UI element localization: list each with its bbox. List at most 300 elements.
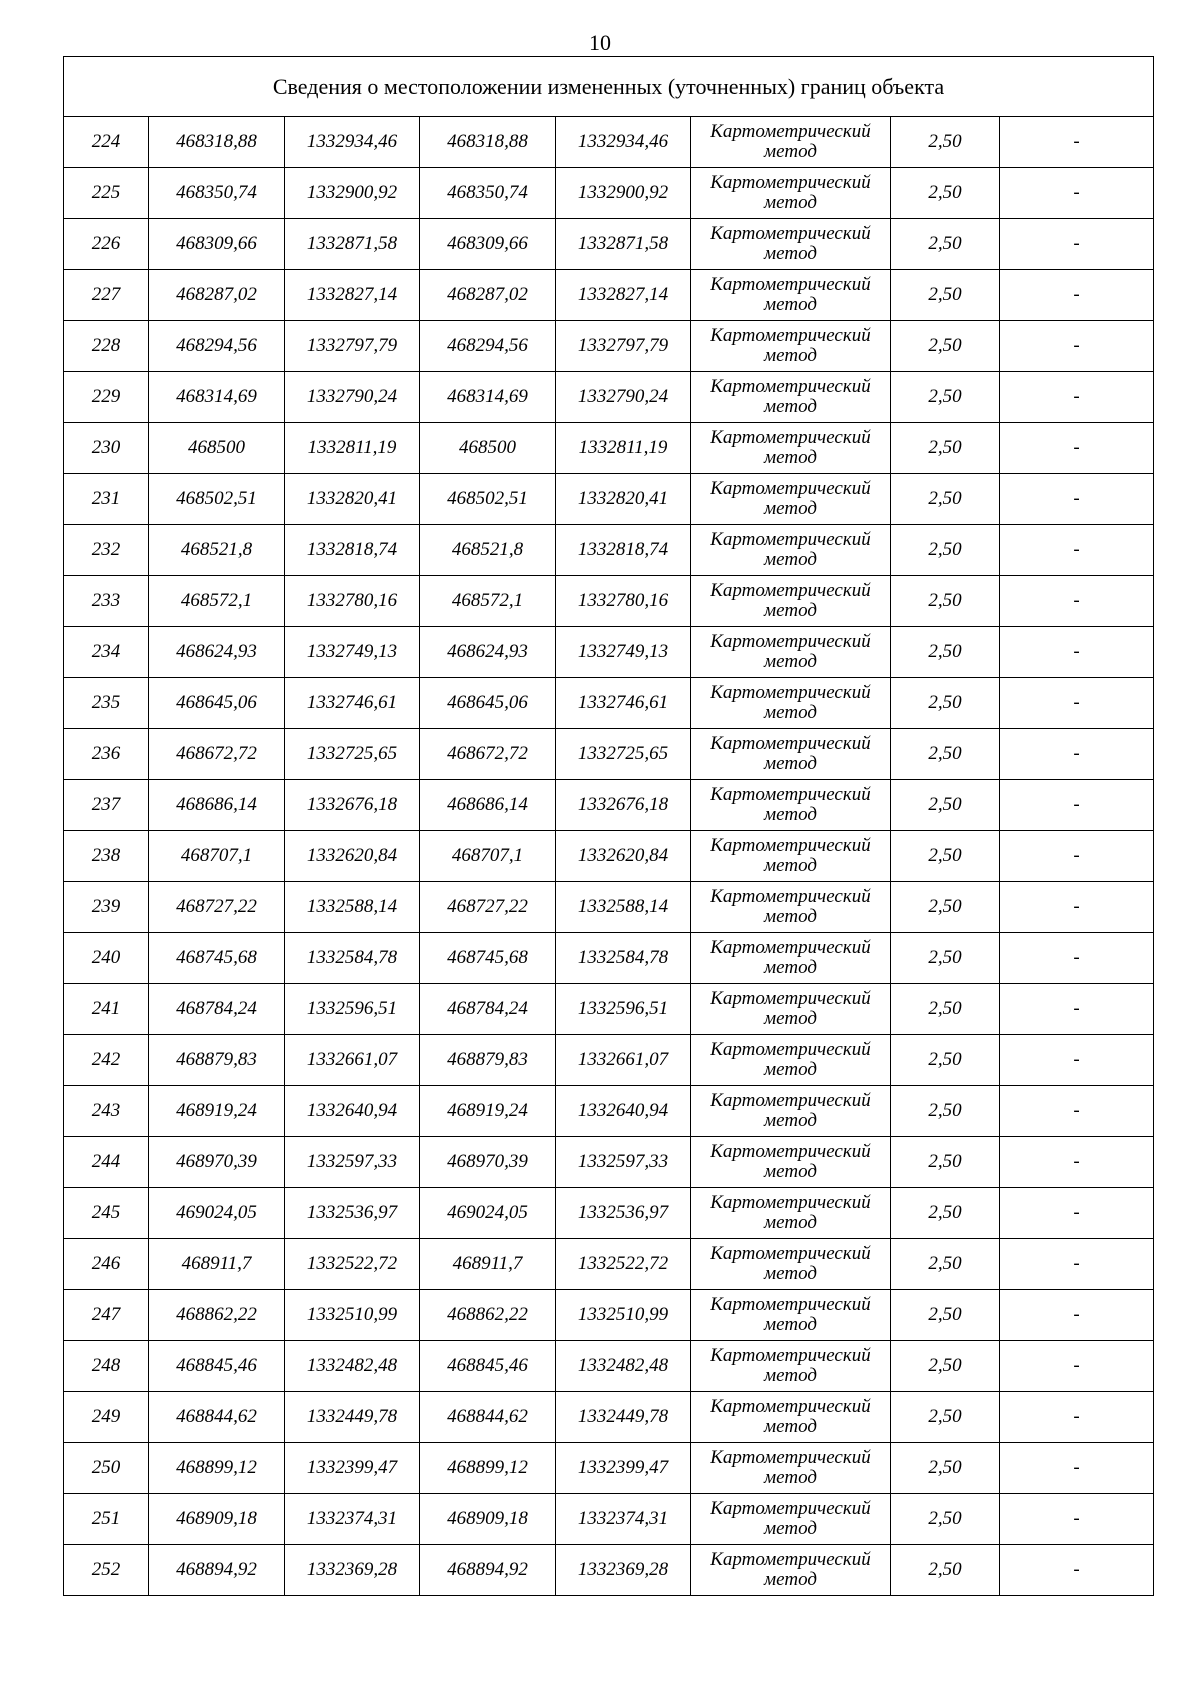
method-line-1: Картометрический: [710, 1039, 871, 1060]
description-cell: -: [1000, 1545, 1154, 1596]
table-row: [64, 1392, 1154, 1443]
description-cell: -: [1000, 1290, 1154, 1341]
x-existing-cell: 468500: [149, 423, 285, 474]
point-number-cell: 227: [64, 270, 149, 321]
description-cell: -: [1000, 1341, 1154, 1392]
method-line-2: метод: [764, 1008, 817, 1029]
accuracy-cell: 2,50: [891, 270, 1000, 321]
accuracy-cell: 2,50: [891, 423, 1000, 474]
accuracy-cell: 2,50: [891, 1188, 1000, 1239]
method-line-2: метод: [764, 1161, 817, 1182]
accuracy-cell: 2,50: [891, 474, 1000, 525]
method-cell: [691, 270, 891, 321]
y-refined-cell: 1332522,72: [556, 1239, 691, 1290]
point-number-cell: 228: [64, 321, 149, 372]
x-existing-cell: 468727,22: [149, 882, 285, 933]
x-refined-cell: 468314,69: [420, 372, 556, 423]
method-line-2: метод: [764, 1416, 817, 1437]
description-cell: -: [1000, 372, 1154, 423]
accuracy-cell: 2,50: [891, 219, 1000, 270]
x-refined-cell: 468879,83: [420, 1035, 556, 1086]
y-refined-cell: 1332620,84: [556, 831, 691, 882]
x-existing-cell: 468521,8: [149, 525, 285, 576]
description-cell: -: [1000, 321, 1154, 372]
method-cell: [691, 984, 891, 1035]
method-line-2: метод: [764, 804, 817, 825]
table-row: [64, 321, 1154, 372]
y-existing-cell: 1332871,58: [285, 219, 420, 270]
x-existing-cell: 468862,22: [149, 1290, 285, 1341]
method-line-1: Картометрический: [710, 580, 871, 601]
x-existing-cell: 468645,06: [149, 678, 285, 729]
y-existing-cell: 1332596,51: [285, 984, 420, 1035]
y-existing-cell: 1332374,31: [285, 1494, 420, 1545]
y-existing-cell: 1332818,74: [285, 525, 420, 576]
page-number: 10: [589, 30, 611, 55]
y-refined-cell: 1332811,19: [556, 423, 691, 474]
method-cell: [691, 372, 891, 423]
y-existing-cell: 1332820,41: [285, 474, 420, 525]
y-existing-cell: 1332827,14: [285, 270, 420, 321]
accuracy-cell: 2,50: [891, 933, 1000, 984]
method-line-1: Картометрический: [710, 376, 871, 397]
method-cell: [691, 168, 891, 219]
x-existing-cell: 468318,88: [149, 117, 285, 168]
point-number-cell: 225: [64, 168, 149, 219]
method-line-1: Картометрический: [710, 1090, 871, 1111]
accuracy-cell: 2,50: [891, 1545, 1000, 1596]
table-row: [64, 1494, 1154, 1545]
accuracy-cell: 2,50: [891, 1035, 1000, 1086]
description-cell: -: [1000, 627, 1154, 678]
x-existing-cell: 468909,18: [149, 1494, 285, 1545]
x-refined-cell: 468727,22: [420, 882, 556, 933]
accuracy-cell: 2,50: [891, 1086, 1000, 1137]
y-refined-cell: 1332661,07: [556, 1035, 691, 1086]
y-refined-cell: 1332482,48: [556, 1341, 691, 1392]
point-number-cell: 242: [64, 1035, 149, 1086]
point-number-cell: 249: [64, 1392, 149, 1443]
y-existing-cell: 1332399,47: [285, 1443, 420, 1494]
description-cell: -: [1000, 780, 1154, 831]
method-line-1: Картометрический: [710, 1141, 871, 1162]
method-line-1: Картометрический: [710, 121, 871, 142]
x-refined-cell: 468686,14: [420, 780, 556, 831]
table-row: [64, 1035, 1154, 1086]
table-row: [64, 627, 1154, 678]
method-line-1: Картометрический: [710, 223, 871, 244]
accuracy-cell: 2,50: [891, 984, 1000, 1035]
y-refined-cell: 1332597,33: [556, 1137, 691, 1188]
method-cell: [691, 1341, 891, 1392]
table-row: [64, 780, 1154, 831]
method-line-1: Картометрический: [710, 1447, 871, 1468]
table-row: [64, 678, 1154, 729]
table-row: [64, 1290, 1154, 1341]
y-refined-cell: 1332780,16: [556, 576, 691, 627]
x-existing-cell: 468672,72: [149, 729, 285, 780]
point-number-cell: 239: [64, 882, 149, 933]
point-number-cell: 231: [64, 474, 149, 525]
accuracy-cell: 2,50: [891, 729, 1000, 780]
accuracy-cell: 2,50: [891, 678, 1000, 729]
x-refined-cell: 468707,1: [420, 831, 556, 882]
point-number-cell: 234: [64, 627, 149, 678]
x-refined-cell: 468894,92: [420, 1545, 556, 1596]
x-refined-cell: 468294,56: [420, 321, 556, 372]
x-refined-cell: 468350,74: [420, 168, 556, 219]
point-number-cell: 246: [64, 1239, 149, 1290]
description-cell: -: [1000, 1392, 1154, 1443]
y-refined-cell: 1332725,65: [556, 729, 691, 780]
description-cell: -: [1000, 1035, 1154, 1086]
method-line-2: метод: [764, 1365, 817, 1386]
table-row: [64, 525, 1154, 576]
method-line-2: метод: [764, 498, 817, 519]
y-existing-cell: 1332510,99: [285, 1290, 420, 1341]
description-cell: -: [1000, 576, 1154, 627]
method-line-2: метод: [764, 753, 817, 774]
y-refined-cell: 1332369,28: [556, 1545, 691, 1596]
table-row: [64, 270, 1154, 321]
accuracy-cell: 2,50: [891, 576, 1000, 627]
description-cell: -: [1000, 678, 1154, 729]
y-existing-cell: 1332597,33: [285, 1137, 420, 1188]
y-refined-cell: 1332510,99: [556, 1290, 691, 1341]
x-refined-cell: 468844,62: [420, 1392, 556, 1443]
method-cell: [691, 729, 891, 780]
method-line-2: метод: [764, 396, 817, 417]
method-line-2: метод: [764, 855, 817, 876]
x-existing-cell: 468314,69: [149, 372, 285, 423]
point-number-cell: 252: [64, 1545, 149, 1596]
x-refined-cell: 469024,05: [420, 1188, 556, 1239]
accuracy-cell: 2,50: [891, 1443, 1000, 1494]
method-line-1: Картометрический: [710, 1549, 871, 1570]
description-cell: -: [1000, 831, 1154, 882]
point-number-cell: 236: [64, 729, 149, 780]
x-existing-cell: 469024,05: [149, 1188, 285, 1239]
method-line-2: метод: [764, 1314, 817, 1335]
method-line-1: Картометрический: [710, 631, 871, 652]
description-cell: -: [1000, 933, 1154, 984]
y-existing-cell: 1332790,24: [285, 372, 420, 423]
method-line-2: метод: [764, 549, 817, 570]
y-refined-cell: 1332399,47: [556, 1443, 691, 1494]
accuracy-cell: 2,50: [891, 1392, 1000, 1443]
table-body: [64, 117, 1154, 1596]
y-refined-cell: 1332374,31: [556, 1494, 691, 1545]
method-line-1: Картометрический: [710, 784, 871, 805]
y-existing-cell: 1332369,28: [285, 1545, 420, 1596]
point-number-cell: 251: [64, 1494, 149, 1545]
y-refined-cell: 1332449,78: [556, 1392, 691, 1443]
y-refined-cell: 1332676,18: [556, 780, 691, 831]
point-number-cell: 226: [64, 219, 149, 270]
method-cell: [691, 423, 891, 474]
method-line-1: Картометрический: [710, 1243, 871, 1264]
table-header-row: [64, 57, 1154, 117]
point-number-cell: 248: [64, 1341, 149, 1392]
method-cell: [691, 933, 891, 984]
point-number-cell: 241: [64, 984, 149, 1035]
y-refined-cell: 1332596,51: [556, 984, 691, 1035]
method-line-2: метод: [764, 600, 817, 621]
point-number-cell: 244: [64, 1137, 149, 1188]
point-number-cell: 243: [64, 1086, 149, 1137]
x-refined-cell: 468309,66: [420, 219, 556, 270]
y-existing-cell: 1332797,79: [285, 321, 420, 372]
description-cell: -: [1000, 729, 1154, 780]
y-refined-cell: 1332790,24: [556, 372, 691, 423]
method-cell: [691, 1494, 891, 1545]
table-title: Сведения о местоположении измененных (уточненных) границ объекта: [64, 57, 1154, 117]
method-line-2: метод: [764, 447, 817, 468]
y-existing-cell: 1332746,61: [285, 678, 420, 729]
accuracy-cell: 2,50: [891, 882, 1000, 933]
method-line-1: Картометрический: [710, 1192, 871, 1213]
x-refined-cell: 468502,51: [420, 474, 556, 525]
method-line-1: Картометрический: [710, 1396, 871, 1417]
method-line-1: Картометрический: [710, 682, 871, 703]
y-refined-cell: 1332900,92: [556, 168, 691, 219]
x-refined-cell: 468911,7: [420, 1239, 556, 1290]
description-cell: -: [1000, 1188, 1154, 1239]
x-refined-cell: 468909,18: [420, 1494, 556, 1545]
accuracy-cell: 2,50: [891, 627, 1000, 678]
x-refined-cell: 468919,24: [420, 1086, 556, 1137]
method-line-2: метод: [764, 141, 817, 162]
table-row: [64, 1239, 1154, 1290]
x-refined-cell: 468624,93: [420, 627, 556, 678]
point-number-cell: 238: [64, 831, 149, 882]
x-existing-cell: 468707,1: [149, 831, 285, 882]
table-row: [64, 1086, 1154, 1137]
x-existing-cell: 468919,24: [149, 1086, 285, 1137]
description-cell: -: [1000, 1137, 1154, 1188]
table-row: [64, 933, 1154, 984]
table-row: [64, 372, 1154, 423]
x-existing-cell: 468911,7: [149, 1239, 285, 1290]
table-row: [64, 168, 1154, 219]
table-row: [64, 1545, 1154, 1596]
y-refined-cell: 1332818,74: [556, 525, 691, 576]
method-cell: [691, 321, 891, 372]
method-cell: [691, 1290, 891, 1341]
y-existing-cell: 1332640,94: [285, 1086, 420, 1137]
y-refined-cell: 1332588,14: [556, 882, 691, 933]
description-cell: -: [1000, 525, 1154, 576]
x-existing-cell: 468899,12: [149, 1443, 285, 1494]
accuracy-cell: 2,50: [891, 372, 1000, 423]
table-row: [64, 423, 1154, 474]
method-line-2: метод: [764, 345, 817, 366]
boundary-coordinates-table: [63, 56, 1154, 1596]
description-cell: -: [1000, 1443, 1154, 1494]
method-cell: [691, 1086, 891, 1137]
method-line-2: метод: [764, 906, 817, 927]
accuracy-cell: 2,50: [891, 831, 1000, 882]
method-line-2: метод: [764, 294, 817, 315]
x-refined-cell: 468318,88: [420, 117, 556, 168]
description-cell: -: [1000, 1086, 1154, 1137]
method-cell: [691, 1443, 891, 1494]
y-existing-cell: 1332584,78: [285, 933, 420, 984]
y-existing-cell: 1332620,84: [285, 831, 420, 882]
x-existing-cell: 468894,92: [149, 1545, 285, 1596]
table-row: [64, 117, 1154, 168]
x-existing-cell: 468294,56: [149, 321, 285, 372]
y-refined-cell: 1332536,97: [556, 1188, 691, 1239]
y-existing-cell: 1332661,07: [285, 1035, 420, 1086]
method-line-2: метод: [764, 1518, 817, 1539]
accuracy-cell: 2,50: [891, 321, 1000, 372]
y-existing-cell: 1332449,78: [285, 1392, 420, 1443]
point-number-cell: 235: [64, 678, 149, 729]
x-existing-cell: 468686,14: [149, 780, 285, 831]
x-existing-cell: 468309,66: [149, 219, 285, 270]
method-cell: [691, 117, 891, 168]
description-cell: -: [1000, 882, 1154, 933]
description-cell: -: [1000, 423, 1154, 474]
y-refined-cell: 1332746,61: [556, 678, 691, 729]
x-existing-cell: 468844,62: [149, 1392, 285, 1443]
point-number-cell: 230: [64, 423, 149, 474]
accuracy-cell: 2,50: [891, 525, 1000, 576]
method-cell: [691, 780, 891, 831]
method-line-1: Картометрический: [710, 325, 871, 346]
method-line-1: Картометрический: [710, 274, 871, 295]
method-line-1: Картометрический: [710, 1345, 871, 1366]
table-row: [64, 1188, 1154, 1239]
y-refined-cell: 1332749,13: [556, 627, 691, 678]
table-row: [64, 1443, 1154, 1494]
x-refined-cell: 468645,06: [420, 678, 556, 729]
y-refined-cell: 1332584,78: [556, 933, 691, 984]
description-cell: -: [1000, 984, 1154, 1035]
method-line-1: Картометрический: [710, 478, 871, 499]
method-line-1: Картометрический: [710, 886, 871, 907]
y-existing-cell: 1332536,97: [285, 1188, 420, 1239]
y-existing-cell: 1332780,16: [285, 576, 420, 627]
description-cell: -: [1000, 168, 1154, 219]
description-cell: -: [1000, 1494, 1154, 1545]
point-number-cell: 237: [64, 780, 149, 831]
method-line-1: Картометрический: [710, 835, 871, 856]
x-existing-cell: 468572,1: [149, 576, 285, 627]
x-existing-cell: 468287,02: [149, 270, 285, 321]
y-existing-cell: 1332588,14: [285, 882, 420, 933]
x-refined-cell: 468862,22: [420, 1290, 556, 1341]
y-refined-cell: 1332827,14: [556, 270, 691, 321]
y-existing-cell: 1332934,46: [285, 117, 420, 168]
x-existing-cell: 468624,93: [149, 627, 285, 678]
description-cell: -: [1000, 270, 1154, 321]
x-existing-cell: 468502,51: [149, 474, 285, 525]
accuracy-cell: 2,50: [891, 1137, 1000, 1188]
method-line-2: метод: [764, 1467, 817, 1488]
point-number-cell: 224: [64, 117, 149, 168]
method-cell: [691, 1239, 891, 1290]
accuracy-cell: 2,50: [891, 1341, 1000, 1392]
table-row: [64, 984, 1154, 1035]
description-cell: -: [1000, 219, 1154, 270]
method-line-2: метод: [764, 1263, 817, 1284]
y-existing-cell: 1332482,48: [285, 1341, 420, 1392]
y-existing-cell: 1332811,19: [285, 423, 420, 474]
point-number-cell: 240: [64, 933, 149, 984]
table-row: [64, 576, 1154, 627]
y-refined-cell: 1332871,58: [556, 219, 691, 270]
y-existing-cell: 1332749,13: [285, 627, 420, 678]
x-existing-cell: 468784,24: [149, 984, 285, 1035]
point-number-cell: 245: [64, 1188, 149, 1239]
description-cell: -: [1000, 474, 1154, 525]
description-cell: -: [1000, 1239, 1154, 1290]
method-cell: [691, 576, 891, 627]
method-cell: [691, 219, 891, 270]
method-cell: [691, 1035, 891, 1086]
method-line-2: метод: [764, 957, 817, 978]
method-line-2: метод: [764, 1059, 817, 1080]
x-refined-cell: 468672,72: [420, 729, 556, 780]
x-refined-cell: 468899,12: [420, 1443, 556, 1494]
method-line-2: метод: [764, 192, 817, 213]
y-refined-cell: 1332797,79: [556, 321, 691, 372]
table-row: [64, 219, 1154, 270]
method-line-1: Картометрический: [710, 937, 871, 958]
x-existing-cell: 468350,74: [149, 168, 285, 219]
method-line-2: метод: [764, 243, 817, 264]
method-line-1: Картометрический: [710, 988, 871, 1009]
accuracy-cell: 2,50: [891, 168, 1000, 219]
method-line-2: метод: [764, 702, 817, 723]
y-existing-cell: 1332900,92: [285, 168, 420, 219]
method-cell: [691, 525, 891, 576]
x-existing-cell: 468970,39: [149, 1137, 285, 1188]
point-number-cell: 229: [64, 372, 149, 423]
x-refined-cell: 468500: [420, 423, 556, 474]
table-row: [64, 882, 1154, 933]
method-cell: [691, 1188, 891, 1239]
method-line-1: Картометрический: [710, 427, 871, 448]
method-line-2: метод: [764, 1569, 817, 1590]
point-number-cell: 250: [64, 1443, 149, 1494]
x-refined-cell: 468745,68: [420, 933, 556, 984]
y-existing-cell: 1332725,65: [285, 729, 420, 780]
x-refined-cell: 468521,8: [420, 525, 556, 576]
method-line-1: Картометрический: [710, 172, 871, 193]
method-line-2: метод: [764, 1110, 817, 1131]
method-cell: [691, 627, 891, 678]
x-existing-cell: 468845,46: [149, 1341, 285, 1392]
y-refined-cell: 1332820,41: [556, 474, 691, 525]
method-cell: [691, 831, 891, 882]
method-line-1: Картометрический: [710, 733, 871, 754]
method-cell: [691, 474, 891, 525]
accuracy-cell: 2,50: [891, 117, 1000, 168]
point-number-cell: 232: [64, 525, 149, 576]
table-row: [64, 729, 1154, 780]
method-line-1: Картометрический: [710, 1498, 871, 1519]
method-line-2: метод: [764, 1212, 817, 1233]
y-existing-cell: 1332522,72: [285, 1239, 420, 1290]
method-cell: [691, 678, 891, 729]
x-refined-cell: 468845,46: [420, 1341, 556, 1392]
x-existing-cell: 468879,83: [149, 1035, 285, 1086]
x-refined-cell: 468572,1: [420, 576, 556, 627]
point-number-cell: 233: [64, 576, 149, 627]
